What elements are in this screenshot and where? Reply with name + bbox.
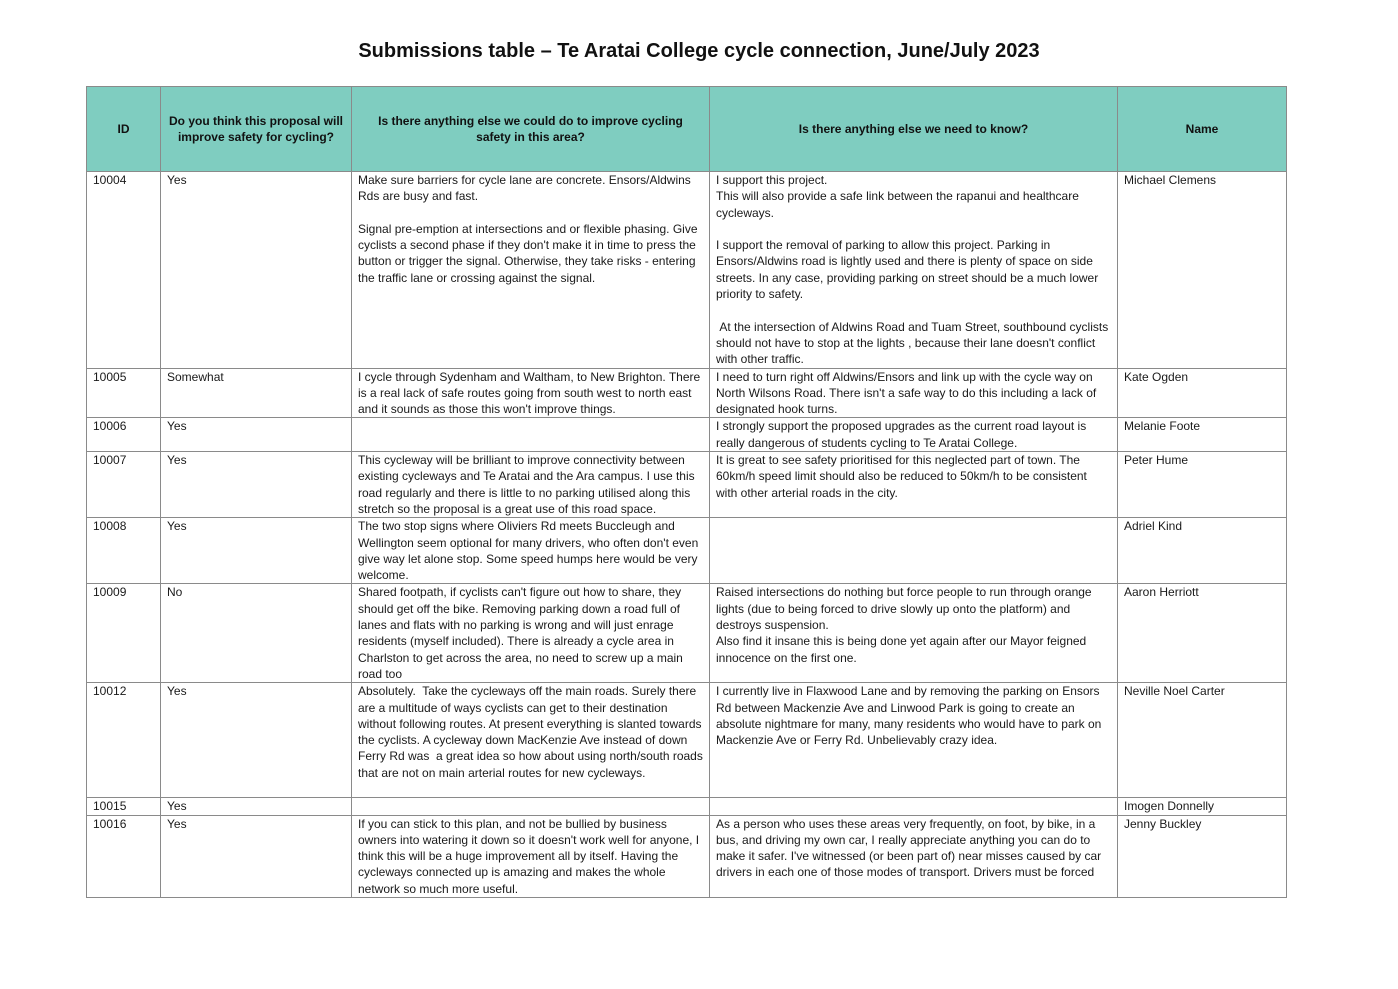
cell-name: Imogen Donnelly [1118,798,1287,815]
cell-safety: Yes [161,683,352,798]
table-row [87,683,1287,798]
cell-improve [352,418,710,452]
cell-id: 10015 [87,798,161,815]
column-header-id: ID [87,87,161,172]
column-header-improve: Is there anything else we could do to improve cycling safety in this area? [352,87,710,172]
cell-safety: Yes [161,798,352,815]
table-row [87,418,1287,452]
table-row [87,815,1287,897]
cell-safety: Yes [161,172,352,369]
cell-name: Aaron Herriott [1118,584,1287,683]
table-row [87,798,1287,815]
column-header-name: Name [1118,87,1287,172]
cell-id: 10007 [87,452,161,518]
cell-id: 10012 [87,683,161,798]
cell-improve [352,798,710,815]
cell-safety: Yes [161,815,352,897]
table-row [87,172,1287,369]
cell-name: Michael Clemens [1118,172,1287,369]
cell-improve: I cycle through Sydenham and Waltham, to New Brighton. There is a real lack of safe routes going from south west to north east and it sounds as those this won't improve things. [352,368,710,418]
cell-improve: The two stop signs where Oliviers Rd meets Buccleugh and Wellington seem optional for many drivers, who often don't even give way let alone stop. Some speed humps here would be very welcome. [352,518,710,584]
cell-know: I need to turn right off Aldwins/Ensors and link up with the cycle way on North Wilsons Road. There isn't a safe way to do this including a lack of designated hook turns. [710,368,1118,418]
cell-improve: If you can stick to this plan, and not be bullied by business owners into watering it down so it doesn't work well for anyone, I think this will be a huge improvement all by itself. Having the cycleways connected up is amazing and makes the whole network so much more useful. [352,815,710,897]
cell-know: Raised intersections do nothing but force people to run through orange lights (due to being forced to drive slowly up onto the platform) and destroys suspension. Also find it insane this is being done yet again after our Mayor feigned innocence on the first one. [710,584,1118,683]
cell-id: 10005 [87,368,161,418]
cell-know [710,518,1118,584]
cell-id: 10016 [87,815,161,897]
cell-safety: Somewhat [161,368,352,418]
cell-safety: No [161,584,352,683]
cell-name: Peter Hume [1118,452,1287,518]
table-row [87,518,1287,584]
cell-id: 10006 [87,418,161,452]
cell-name: Adriel Kind [1118,518,1287,584]
cell-id: 10009 [87,584,161,683]
cell-improve: Absolutely. Take the cycleways off the main roads. Surely there are a multitude of ways cyclists can get to their destination without following routes. At present everything is slanted towards the cyclists. A cycleway down MacKenzie Ave instead of down Ferry Rd was a great idea so how about using north/south roads that are not on main arterial routes for new cycleways. [352,683,710,798]
cell-name: Neville Noel Carter [1118,683,1287,798]
cell-know: I strongly support the proposed upgrades as the current road layout is really dangerous of students cycling to Te Aratai College. [710,418,1118,452]
cell-safety: Yes [161,452,352,518]
column-header-know: Is there anything else we need to know? [710,87,1118,172]
header-row [87,87,1287,172]
cell-know: It is great to see safety prioritised for this neglected part of town. The 60km/h speed limit should also be reduced to 50km/h to be consistent with other arterial roads in the city. [710,452,1118,518]
cell-name: Kate Ogden [1118,368,1287,418]
cell-name: Melanie Foote [1118,418,1287,452]
submissions-table [86,86,1287,898]
cell-improve: This cycleway will be brilliant to improve connectivity between existing cycleways and Te Aratai and the Ara campus. I use this road regularly and there is little to no parking utilised along this stretch so the proposal is a great use of this road space. [352,452,710,518]
page-title: Submissions table – Te Aratai College cycle connection, June/July 2023 [358,40,1040,62]
column-header-safety: Do you think this proposal will improve safety for cycling? [161,87,352,172]
cell-id: 10004 [87,172,161,369]
cell-know [710,798,1118,815]
table-row [87,368,1287,418]
cell-know: As a person who uses these areas very frequently, on foot, by bike, in a bus, and driving my own car, I really appreciate anything you can do to make it safer. I've witnessed (or been part of) near misses caused by car drivers in each one of those modes of transport. Drivers must be forced [710,815,1118,897]
cell-safety: Yes [161,518,352,584]
cell-id: 10008 [87,518,161,584]
cell-improve: Make sure barriers for cycle lane are concrete. Ensors/Aldwins Rds are busy and fast. Signal pre-emption at intersections and or flexible phasing. Give cyclists a second phase if they don't make it in time to press the button or trigger the signal. Otherwise, they take risks - entering the traffic lane or crossing against the signal. [352,172,710,369]
cell-safety: Yes [161,418,352,452]
cell-know: I currently live in Flaxwood Lane and by removing the parking on Ensors Rd between Mackenzie Ave and Linwood Park is going to create an absolute nightmare for many, many residents who would have to park on Mackenzie Ave or Ferry Rd. Unbelievably crazy idea. [710,683,1118,798]
table-row [87,452,1287,518]
cell-name: Jenny Buckley [1118,815,1287,897]
table-row [87,584,1287,683]
cell-know: I support this project. This will also provide a safe link between the rapanui and healthcare cycleways. I support the removal of parking to allow this project. Parking in Ensors/Aldwins road is lightly used and there is plenty of space on side streets. In any case, providing parking on street should be a much lower priority to safety. At the intersection of Aldwins Road and Tuam Street, southbound cyclists should not have to stop at the lights , because their lane doesn't conflict with other traffic. [710,172,1118,369]
cell-improve: Shared footpath, if cyclists can't figure out how to share, they should get off the bike. Removing parking down a road full of lanes and flats with no parking is wrong and will just enrage residents (myself included). There is already a cycle area in Charlston to get across the area, no need to screw up a main road too [352,584,710,683]
